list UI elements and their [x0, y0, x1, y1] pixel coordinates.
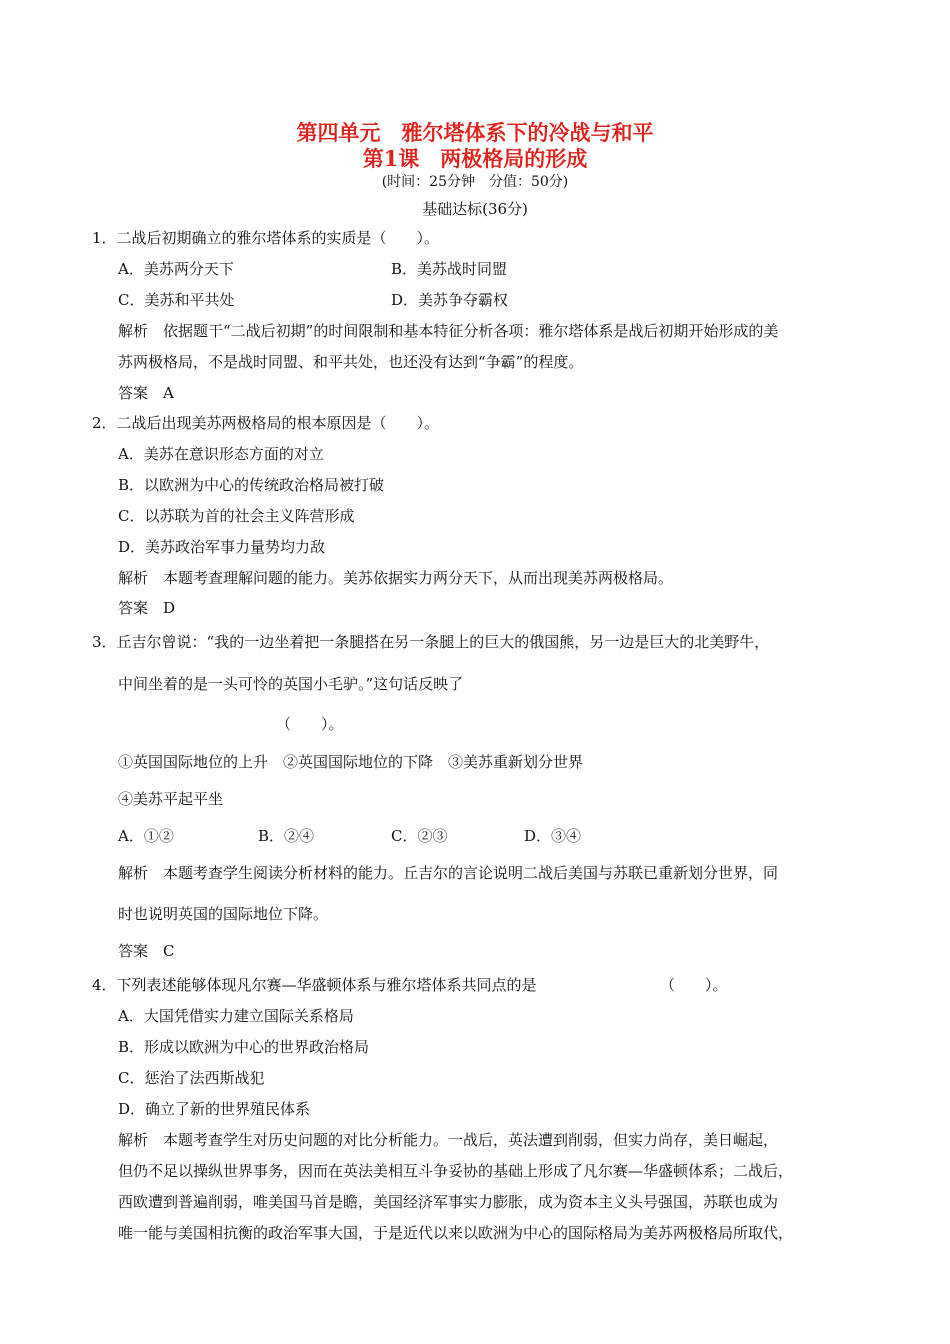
question-4-option-d: D．确立了新的世界殖民体系: [118, 1100, 311, 1118]
unit-title: 第四单元 雅尔塔体系下的冷战与和平: [296, 120, 654, 145]
question-1-option-d: D．美苏争夺霸权: [391, 291, 509, 309]
question-2-answer: 答案 D: [118, 599, 176, 617]
question-1-analysis: 解析 依据题干“二战后初期”的时间限制和基本特征分析各项：雅尔塔体系是战后初期开始形成的美: [118, 322, 779, 340]
lesson-title: 第1课 两极格局的形成: [362, 146, 588, 171]
question-4-stem: 4．下列表述能够体现凡尔赛—华盛顿体系与雅尔塔体系共同点的是: [92, 976, 537, 994]
question-4-answer-paren: （ ）。: [660, 976, 728, 994]
question-4-analysis-cont-2: 西欧遭到普遍削弱，唯美国马首是瞻，美国经济军事实力膨胀，成为资本主义头号强国，苏联也成为: [118, 1193, 779, 1211]
section-heading: 基础达标(36分): [422, 200, 528, 218]
question-1-stem: 1．二战后初期确立的雅尔塔体系的实质是（ ）。: [92, 229, 440, 247]
question-3-option-c: C．②③: [391, 827, 448, 845]
question-4-option-b: B．形成以欧洲为中心的世界政治格局: [118, 1038, 370, 1056]
question-3-option-d: D．③④: [524, 827, 582, 845]
question-3-stem: 3．丘吉尔曾说：“我的一边坐着把一条腿搭在另一条腿上的巨大的俄国熊，另一边是巨大的北美野牛，: [92, 633, 770, 651]
question-1-option-c: C．美苏和平共处: [118, 291, 235, 309]
question-3-analysis-cont: 时也说明英国的国际地位下降。: [118, 905, 329, 923]
question-3-option-a: A．①②: [118, 827, 174, 845]
question-4-analysis-cont-3: 唯一能与美国相抗衡的政治军事大国，于是近代以来以欧洲为中心的国际格局为美苏两极格局所取代，: [118, 1224, 794, 1242]
question-1-option-a: A．美苏两分天下: [118, 260, 234, 278]
question-2-option-b: B．以欧洲为中心的传统政治格局被打破: [118, 476, 385, 494]
question-3-item-4: ④美苏平起平坐: [118, 790, 224, 808]
question-4-analysis: 解析 本题考查学生对历史问题的对比分析能力。一战后，英法遭到削弱，但实力尚存，美日崛起，: [118, 1131, 779, 1149]
question-2-stem: 2．二战后出现美苏两极格局的根本原因是（ ）。: [92, 414, 440, 432]
question-2-option-d: D．美苏政治军事力量势均力敌: [118, 538, 326, 556]
question-1-option-b: B．美苏战时同盟: [391, 260, 508, 278]
question-4-option-c: C．惩治了法西斯战犯: [118, 1069, 265, 1087]
question-1-analysis-cont: 苏两极格局，不是战时同盟、和平共处，也还没有达到“争霸”的程度。: [118, 353, 584, 371]
question-2-analysis: 解析 本题考查理解问题的能力。美苏依据实力两分天下，从而出现美苏两极格局。: [118, 569, 674, 587]
question-2-option-c: C．以苏联为首的社会主义阵营形成: [118, 507, 355, 525]
question-3-answer-paren: （ ）。: [276, 715, 344, 733]
question-3-analysis: 解析 本题考查学生阅读分析材料的能力。丘吉尔的言论说明二战后美国与苏联已重新划分世界，同: [118, 864, 779, 882]
question-2-option-a: A．美苏在意识形态方面的对立: [118, 445, 324, 463]
question-4-analysis-cont-1: 但仍不足以操纵世界事务，因而在英法美相互斗争妥协的基础上形成了凡尔赛—华盛顿体系；二战后，: [118, 1162, 794, 1180]
question-3-stem-cont: 中间坐着的是一头可怜的英国小毛驴。”这句话反映了: [118, 675, 464, 693]
question-3-answer: 答案 C: [118, 942, 175, 960]
question-4-option-a: A．大国凭借实力建立国际关系格局: [118, 1007, 354, 1025]
question-3-option-b: B．②④: [258, 827, 315, 845]
question-1-answer: 答案 A: [118, 384, 174, 402]
time-score: (时间：25分钟 分值：50分): [381, 174, 569, 190]
question-3-items: ①英国国际地位的上升 ②英国国际地位的下降 ③美苏重新划分世界: [118, 753, 584, 771]
